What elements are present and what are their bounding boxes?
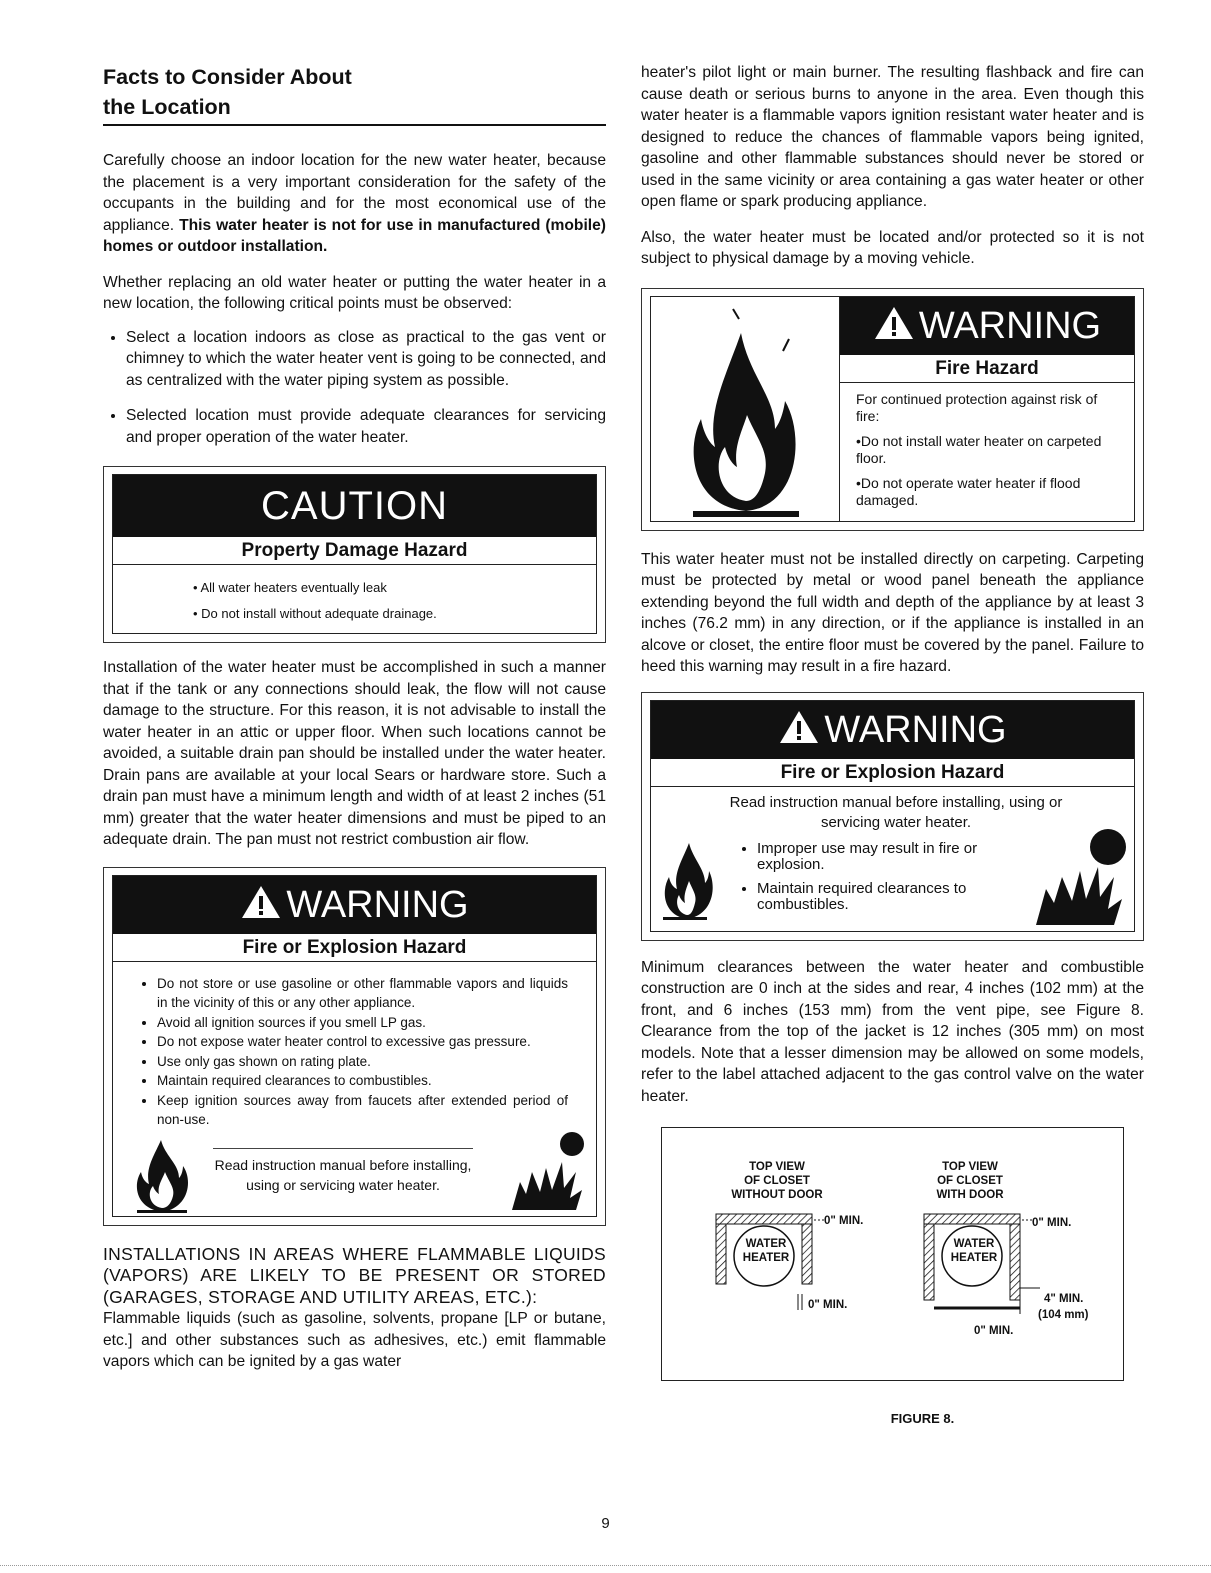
fire-explosion-title: Fire or Explosion Hazard [113,934,596,962]
bullet-item: • Selected location must provide adequate clearances for servicing and proper operation of the water heater. [126,405,606,448]
section-heading [103,62,606,126]
caution-heading: CAUTION [113,475,596,537]
warning-intro: For continued protection against risk of fire: [856,390,1098,424]
observe-paragraph: Whether replacing an old water heater or putting the water heater in a new location, the following critical points must be observed: [103,273,606,312]
location-bullets [103,327,606,449]
left-top-clearance: 0" MIN. [824,1215,864,1227]
warning-item: • Maintain required clearances to combustibles. [157,1071,568,1091]
section-title-line1: Facts to Consider About [103,65,352,89]
fire-hazard-warning [641,288,1144,531]
left-column [103,62,606,1373]
warning-item: • Do not expose water heater control to excessive gas pressure. [157,1032,568,1052]
clearances-paragraph: Minimum clearances between the water heater and combustible construction are 0 inch at the sides and rear, 4 inches (102 mm) at the front, and 6 inches (153 mm) from the vent pipe, see Figure 8. Clearance from the top of the jacket is 12 inches (305 mm) on most models. Note that a lesser dimension may be allowed on some models, refer to the label attached adjacent to the gas control valve on the water heater. [641,958,1144,1105]
warning-heading [840,297,1134,355]
property-damage-title: Property Damage Hazard [113,537,596,565]
fire-hazard-title: Fire Hazard [840,355,1134,383]
warning-list [113,962,596,1130]
warning-item: • Improper use may result in fire or explosion. [757,841,1047,873]
flammable-liquids-paragraph: Flammable liquids (such as gasoline, solvents, propane [LP or butane, etc.] and other substances such as adhesives, etc.) emit flammable vapors which can be ignited by a gas water [103,1310,606,1370]
section-title-line2: the Location [103,95,231,119]
warning-triangle-icon [873,305,915,341]
fire-explosion-title: Fire or Explosion Hazard [651,759,1134,787]
bullet-item: • Select a location indoors as close as practical to the gas vent or chimney to which the water heater vent is going to be connected, and as centralized with the water piping system as possible. [126,327,606,392]
read-manual-text: Read instruction manual before installing, using or servicing water heater. [729,793,1063,831]
warning-item: • Use only gas shown on rating plate. [157,1052,568,1072]
warning-list [741,841,1047,921]
right-column [641,62,1144,1426]
carpeting-paragraph: This water heater must not be installed directly on carpeting. Carpeting must be protected by metal or wood panel beneath the appliance extending beyond the full width and depth of the appliance by at least 3 inches (76.2 mm) in any direction, or if the appliance is installed in an alcove or closet, the entire floor must be covered by the panel. Failure to heed this warning may result in a fire hazard. [641,550,1144,675]
page-number: 9 [601,1515,610,1532]
warning-item: • Do not store or use gasoline or other flammable vapors and liquids in the vicinity of this or any other appliance. [157,974,568,1013]
flame-icon [657,831,717,921]
warning-item: •Do not install water heater on carpeted floor. [856,432,1102,466]
warning-item: • Keep ignition sources away from faucets after extended period of non-use. [157,1091,568,1130]
caution-item: • All water heaters eventually leak [193,580,387,595]
right-front-clearance-mm: (104 mm) [1038,1309,1089,1321]
left-front-clearance: 0" MIN. [808,1299,848,1311]
intro-paragraph [103,150,606,258]
warning-heading [113,876,596,934]
caution-list [113,565,596,633]
warning-triangle-icon [240,884,282,920]
flammable-areas-heading: INSTALLATIONS IN AREAS WHERE FLAMMABLE LIQUIDS (VAPORS) ARE LIKELY TO BE PRESENT OR STORED (GARAGES, STORAGE AND UTILITY AREAS, ETC.): [103,1243,606,1307]
explosion-icon [506,1132,586,1212]
flame-icon [671,301,821,521]
fire-explosion-warning-2 [641,692,1144,941]
intro-bold-text: This water heater is not for use in manufactured (mobile) homes or outdoor installation. [103,216,606,255]
warning-item: • Avoid all ignition sources if you smell LP gas. [157,1013,568,1033]
fire-explosion-warning [103,867,606,1226]
explosion-icon [1028,827,1128,927]
warning-heading-text: WARNING [286,883,469,926]
warning-heading-text: WARNING [824,708,1007,751]
caution-label [103,466,606,643]
heater-label: WATER HEATER [742,1238,790,1264]
figure-8-box [661,1127,1124,1381]
warning-heading-text: WARNING [918,304,1102,347]
heater-label: WATER HEATER [950,1238,998,1264]
flashback-paragraph: heater's pilot light or main burner. The resulting flashback and fire can cause death or serious burns to anyone in the area. Even though this water heater is a flammable vapors ignition resistant water heater and is designed to reduce the chances of flammable vapors being ignited, gasoline and other flammable substances should never be stored or used in the same vicinity or area containing a gas water heater or other open flame or spark producing appliance. [641,64,1144,210]
right-front-clearance: 4" MIN. [1044,1293,1084,1305]
drain-paragraph: Installation of the water heater must be accomplished in such a manner that if the tank or any connections should leak, the flow will not cause damage to the structure. For this reason, it is not advisable to install the water heater in an attic or upper floor. When such locations cannot be avoided, a suitable drain pan should be installed under the water heater. Drain pans are available at your local Sears or hardware store. Such a drain pan must have a minimum length and width of at least 2 inches (51 mm) greater that the water heater dimensions and must be piped to an adequate drain. The pan must not restrict combustion air flow. [103,659,606,848]
right-bottom-clearance: 0" MIN. [974,1325,1014,1337]
caution-item: • Do not install without adequate drainage. [193,606,437,621]
warning-heading [651,701,1134,759]
warning-triangle-icon [778,709,820,745]
right-view-label: TOP VIEW OF CLOSET WITH DOOR [936,1161,1004,1201]
intro-text: Carefully choose an indoor location for the new water heater, because the placement is a very important consideration for the safety of the occupants in the building and for the most economical use of the appliance. [103,152,606,234]
read-manual-text: Read instruction manual before installing, using or servicing water heater. [213,1148,473,1195]
right-top-clearance: 0" MIN. [1032,1217,1072,1229]
figure-caption: FIGURE 8. [890,1411,955,1426]
warning-item: • Maintain required clearances to combustibles. [757,881,1047,913]
vehicle-paragraph: Also, the water heater must be located and/or protected so it is not subject to physical damage by a moving vehicle. [641,228,1144,267]
left-view-label: TOP VIEW OF CLOSET WITHOUT DOOR [731,1161,823,1201]
warning-item: •Do not operate water heater if flood damaged. [856,474,1081,508]
flame-icon [127,1134,197,1214]
